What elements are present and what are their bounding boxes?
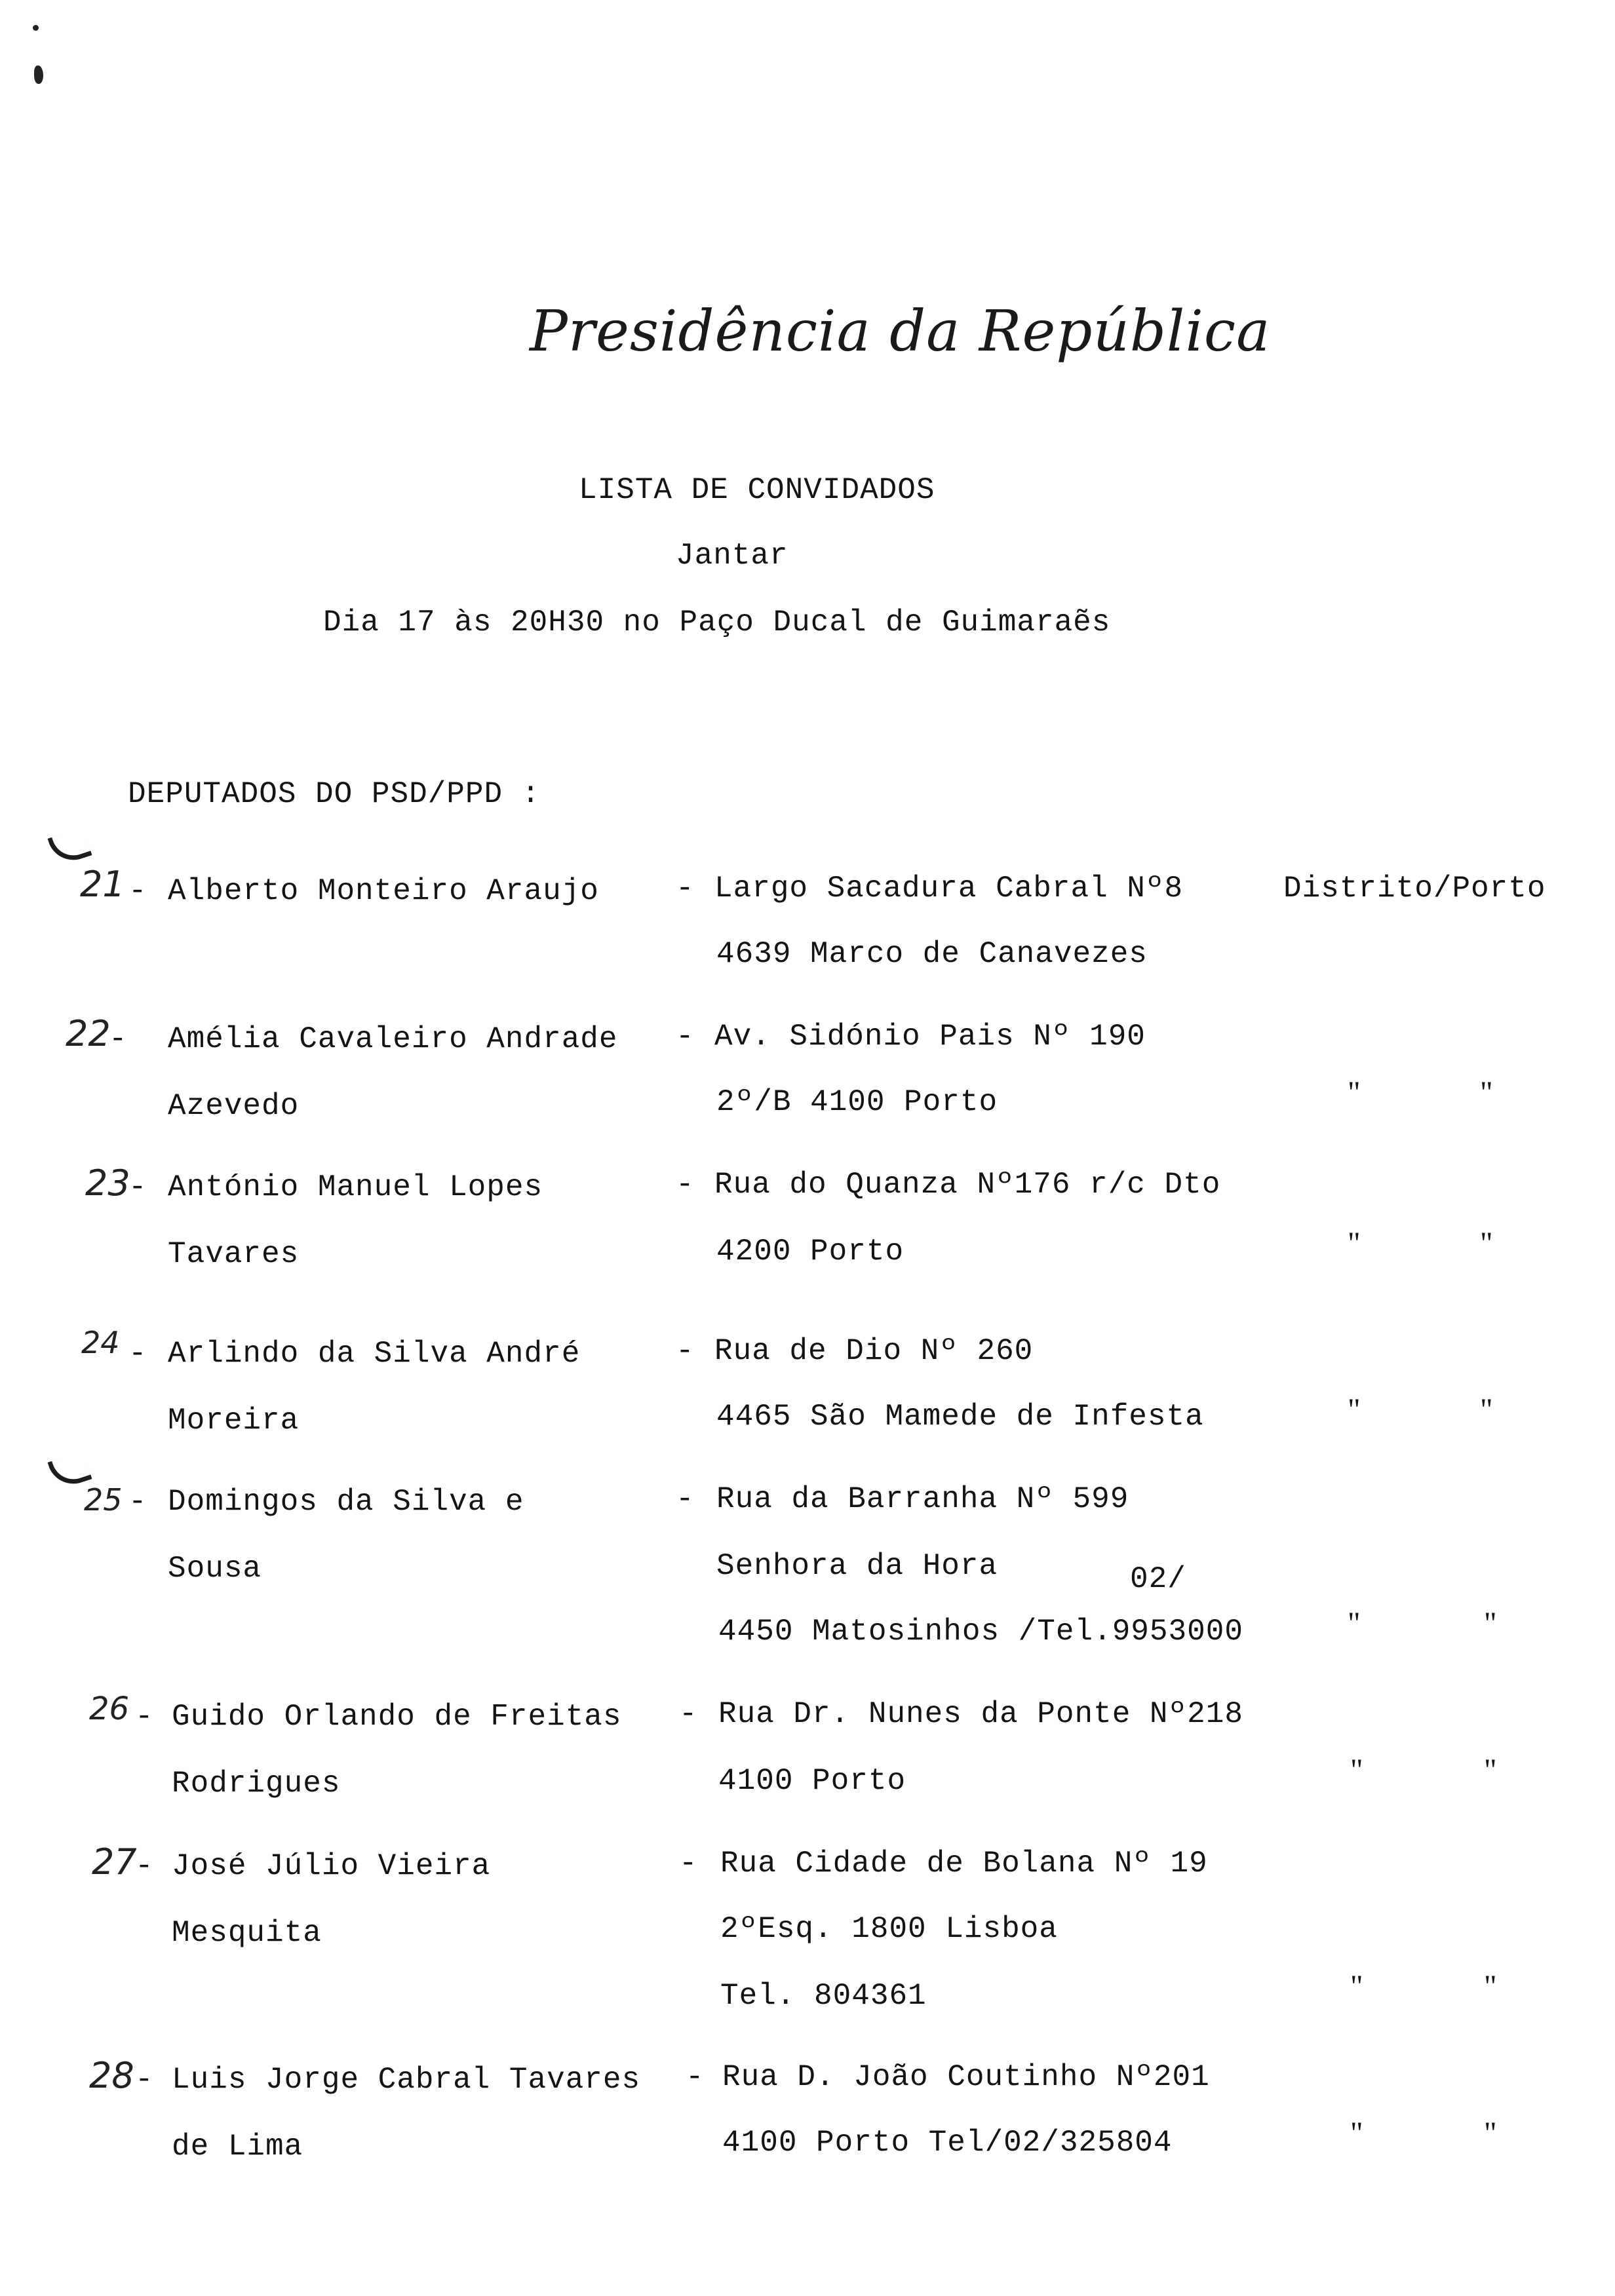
- entry-dash: -: [128, 1337, 147, 1371]
- guest-name: António Manuel Lopes: [168, 1170, 543, 1204]
- address-dash: -: [676, 1334, 695, 1368]
- phone-prefix: 02/: [1130, 1562, 1186, 1596]
- address-line: 4465 São Mamede de Infesta: [716, 1400, 1204, 1434]
- guest-name: Alberto Monteiro Araujo: [168, 874, 599, 908]
- entry-number: 23: [85, 1162, 130, 1204]
- ditto-mark: ": [1480, 1392, 1493, 1427]
- entry-dash: -: [135, 1849, 154, 1883]
- scan-speck: [33, 25, 39, 31]
- section-title: DEPUTADOS DO PSD/PPD :: [128, 777, 541, 811]
- guest-name: José Júlio Vieira: [172, 1849, 491, 1883]
- guest-name: Moreira: [168, 1404, 300, 1438]
- scan-speck: [34, 66, 43, 84]
- address-line: 4100 Porto: [718, 1764, 906, 1798]
- address-dash: -: [676, 1020, 695, 1054]
- entry-dash: -: [128, 1170, 147, 1204]
- event-name: Jantar: [676, 539, 788, 573]
- guest-name: Luis Jorge Cabral Tavares: [172, 2063, 641, 2097]
- address-line: 4100 Porto Tel/02/325804: [722, 2126, 1173, 2160]
- ditto-mark: ": [1484, 1969, 1497, 2004]
- list-title: LISTA DE CONVIDADOS: [579, 473, 935, 507]
- guest-name: Arlindo da Silva André: [168, 1337, 581, 1371]
- entry-number: 21: [80, 864, 125, 905]
- ditto-mark: ": [1484, 1606, 1497, 1641]
- ditto-mark: ": [1480, 1226, 1493, 1261]
- region-label: Distrito/Porto: [1283, 871, 1546, 906]
- address-line: Rua Cidade de Bolana Nº 19: [720, 1846, 1208, 1881]
- letterhead: Presidência da República: [530, 299, 1271, 364]
- address-line: Senhora da Hora: [716, 1549, 998, 1583]
- guest-name: Mesquita: [172, 1916, 322, 1950]
- entry-dash: -: [128, 1485, 147, 1519]
- entry-number: 24: [81, 1325, 120, 1360]
- address-dash: -: [676, 871, 695, 906]
- address-line: Rua do Quanza Nº176 r/c Dto: [714, 1168, 1221, 1202]
- guest-name: Amélia Cavaleiro Andrade: [168, 1022, 618, 1056]
- entry-dash: -: [109, 1022, 128, 1056]
- address-line: Rua D. João Coutinho Nº201: [722, 2060, 1210, 2094]
- ditto-mark: ": [1348, 1075, 1361, 1110]
- address-dash: -: [679, 1846, 698, 1881]
- ditto-mark: ": [1484, 2116, 1497, 2151]
- entry-number: 26: [89, 1691, 130, 1727]
- guest-name: de Lima: [172, 2130, 303, 2164]
- address-line: Tel. 804361: [720, 1979, 927, 2013]
- guest-name: Domingos da Silva e: [168, 1485, 524, 1519]
- guest-name: Rodrigues: [172, 1767, 341, 1801]
- entry-dash: -: [128, 874, 147, 908]
- ditto-mark: ": [1348, 1606, 1361, 1641]
- entry-number: 25: [84, 1482, 123, 1518]
- guest-name: Tavares: [168, 1237, 300, 1271]
- entry-number: 27: [92, 1841, 137, 1883]
- ditto-mark: ": [1350, 1969, 1363, 2004]
- address-dash: -: [676, 1168, 695, 1202]
- ditto-mark: ": [1348, 1392, 1361, 1427]
- ditto-mark: ": [1484, 1753, 1497, 1788]
- ditto-mark: ": [1348, 1226, 1361, 1261]
- address-line: Rua Dr. Nunes da Ponte Nº218: [718, 1697, 1243, 1731]
- address-line: 4450 Matosinhos /Tel.9953000: [718, 1615, 1243, 1649]
- entry-number: 28: [89, 2055, 134, 2096]
- guest-name: Sousa: [168, 1552, 262, 1586]
- ditto-mark: ": [1350, 2116, 1363, 2151]
- address-line: Av. Sidónio Pais Nº 190: [714, 1020, 1146, 1054]
- ditto-mark: ": [1480, 1075, 1493, 1110]
- check-mark: [47, 827, 92, 866]
- address-line: 2ºEsq. 1800 Lisboa: [720, 1912, 1058, 1946]
- guest-name: Guido Orlando de Freitas: [172, 1700, 622, 1734]
- address-line: Rua da Barranha Nº 599: [716, 1482, 1129, 1516]
- address-line: 4639 Marco de Canavezes: [716, 937, 1148, 971]
- address-dash: -: [686, 2060, 705, 2094]
- address-line: Rua de Dio Nº 260: [714, 1334, 1034, 1368]
- address-line: 2º/B 4100 Porto: [716, 1085, 998, 1119]
- entry-dash: -: [135, 1700, 154, 1734]
- address-dash: -: [679, 1697, 698, 1731]
- address-line: 4200 Porto: [716, 1234, 905, 1269]
- address-line: Largo Sacadura Cabral Nº8: [714, 871, 1184, 906]
- guest-name: Azevedo: [168, 1089, 300, 1123]
- address-dash: -: [676, 1482, 695, 1516]
- event-date-place: Dia 17 às 20H30 no Paço Ducal de Guimaraẽs: [323, 605, 1111, 640]
- entry-dash: -: [135, 2063, 154, 2097]
- ditto-mark: ": [1350, 1753, 1363, 1788]
- entry-number: 22: [66, 1013, 111, 1054]
